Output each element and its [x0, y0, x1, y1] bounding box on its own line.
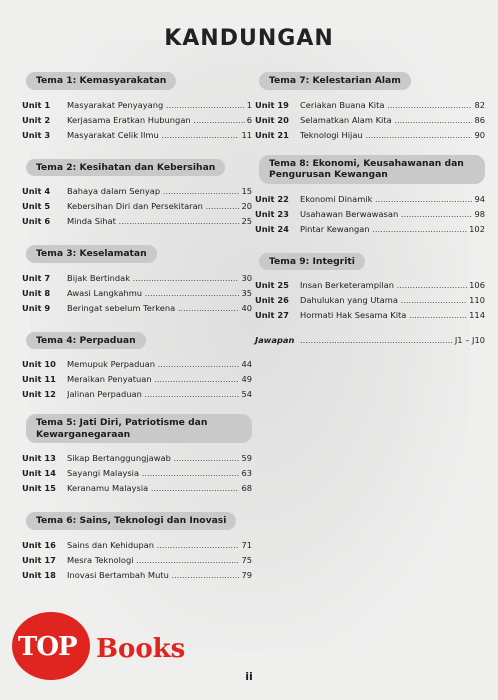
unit-title: Bijak Bertindak .....: [67, 271, 239, 286]
toc-row[interactable]: [22, 98, 252, 113]
unit-page: 1: [246, 99, 252, 110]
logo-books-text: Books: [96, 634, 186, 664]
unit-number: Unit 27: [255, 310, 289, 320]
unit-title: Memupuk Perpaduan .....: [67, 357, 239, 372]
tema-section: [255, 249, 485, 324]
unit-title: Selamatkan Alam Kita .....: [300, 113, 472, 128]
unit-number: Unit 8: [22, 287, 51, 298]
unit-title: Insan Berketerampilan .....: [300, 278, 467, 293]
unit-number: Unit 10: [22, 359, 56, 369]
toc-row[interactable]: [22, 466, 252, 481]
right-column: [255, 68, 485, 345]
unit-number: Unit 26: [255, 295, 289, 305]
unit-title: Meraikan Penyatuan .....: [67, 372, 239, 387]
unit-page: 90: [474, 129, 485, 140]
tema-section: [22, 68, 252, 143]
unit-page: 35: [241, 287, 252, 298]
tema-heading: Tema 5: Jati Diri, Patriotisme dan Kewarganegaraan: [26, 414, 252, 443]
toc-row[interactable]: [22, 184, 252, 199]
toc-row[interactable]: [255, 308, 485, 323]
unit-page: 44: [241, 359, 252, 369]
toc-row[interactable]: [22, 553, 252, 568]
unit-title: Beringat sebelum Terkena .....: [67, 301, 239, 316]
unit-page: 40: [241, 302, 252, 313]
toc-row[interactable]: [255, 113, 485, 128]
unit-title: Masyarakat Celik Ilmu .....: [67, 128, 239, 143]
toc-row[interactable]: [255, 207, 485, 222]
toc-row[interactable]: [22, 387, 252, 402]
unit-number: Unit 13: [22, 453, 56, 463]
unit-title: Inovasi Bertambah Mutu .....: [67, 568, 239, 583]
unit-title: Jalinan Perpaduan .....: [67, 387, 239, 402]
unit-page: 106: [469, 280, 485, 290]
left-column: [22, 68, 252, 595]
unit-title: Dahulukan yang Utama .....: [300, 293, 467, 308]
unit-page: 102: [469, 223, 485, 234]
toc-row[interactable]: [22, 199, 252, 214]
unit-title: Hormati Hak Sesama Kita .....: [300, 308, 467, 323]
unit-title: Sayangi Malaysia .....: [67, 466, 239, 481]
unit-page: 94: [474, 193, 485, 204]
unit-title: Minda Sihat .....: [67, 214, 239, 229]
toc-row[interactable]: [22, 113, 252, 128]
unit-number: Unit 1: [22, 99, 51, 110]
unit-page: 49: [241, 374, 252, 384]
unit-title: Kerjasama Eratkan Hubungan .....: [67, 113, 245, 128]
toc-row[interactable]: [22, 568, 252, 583]
tema-heading: Tema 1: Kemasyarakatan: [26, 72, 176, 90]
unit-page: 11: [241, 129, 252, 140]
unit-title: Ceriakan Buana Kita .....: [300, 98, 472, 113]
unit-number: Unit 12: [22, 389, 56, 399]
tema-section: [255, 155, 485, 237]
unit-title: Keranamu Malaysia .....: [67, 481, 239, 496]
unit-page: 79: [241, 569, 252, 580]
unit-title: Kebersihan Diri dan Persekitaran .....: [67, 199, 239, 214]
tema-section: [22, 414, 252, 496]
toc-row[interactable]: [22, 481, 252, 496]
jawapan-row[interactable]: [255, 335, 485, 345]
tema-heading: Tema 2: Kesihatan dan Kebersihan: [26, 159, 225, 177]
unit-number: Unit 20: [255, 114, 289, 125]
unit-number: Unit 25: [255, 280, 289, 290]
unit-title: Usahawan Berwawasan .....: [300, 207, 472, 222]
unit-page: 110: [469, 295, 485, 305]
toc-row[interactable]: [255, 293, 485, 308]
unit-page: 71: [241, 539, 252, 550]
toc-row[interactable]: [22, 286, 252, 301]
page-number: ii: [245, 670, 253, 683]
toc-row[interactable]: [255, 98, 485, 113]
toc-row[interactable]: [22, 128, 252, 143]
unit-page: 20: [241, 201, 252, 211]
toc-row[interactable]: [22, 538, 252, 553]
unit-page: 25: [241, 216, 252, 226]
tema-section: [22, 155, 252, 230]
toc-row[interactable]: [22, 451, 252, 466]
unit-page: 75: [241, 554, 252, 565]
unit-number: Unit 17: [22, 554, 56, 565]
tema-heading: Tema 3: Keselamatan: [26, 245, 157, 263]
unit-number: Unit 6: [22, 216, 51, 226]
unit-number: Unit 16: [22, 539, 56, 550]
unit-title: Masyarakat Penyayang .....: [67, 98, 245, 113]
unit-number: Unit 18: [22, 569, 56, 580]
unit-page: 86: [474, 114, 485, 125]
unit-page: 59: [241, 453, 252, 463]
unit-page: 68: [241, 483, 252, 493]
toc-row[interactable]: [22, 301, 252, 316]
unit-title: Bahaya dalam Senyap .....: [67, 184, 239, 199]
unit-page: 15: [241, 186, 252, 196]
toc-row[interactable]: [255, 278, 485, 293]
unit-number: Unit 11: [22, 374, 56, 384]
unit-number: Unit 15: [22, 483, 56, 493]
tema-heading: Tema 7: Kelestarian Alam: [259, 72, 411, 90]
toc-row[interactable]: [22, 214, 252, 229]
unit-number: Unit 23: [255, 208, 289, 219]
tema-heading: Tema 8: Ekonomi, Keusahawanan dan Pengurusan Kewangan: [259, 155, 485, 184]
unit-title: Sains dan Kehidupan .....: [67, 538, 239, 553]
toc-row[interactable]: [22, 271, 252, 286]
toc-row[interactable]: [255, 192, 485, 207]
tema-heading: Tema 4: Perpaduan: [26, 332, 146, 350]
unit-number: Unit 3: [22, 129, 51, 140]
jawapan-pages: J1 – J10: [454, 335, 485, 345]
jawapan-dots: [300, 335, 453, 345]
unit-page: 54: [241, 389, 252, 399]
unit-page: 82: [474, 99, 485, 110]
unit-number: Unit 19: [255, 99, 289, 110]
unit-number: Unit 4: [22, 186, 51, 196]
logo-top-text: TOP: [18, 632, 77, 662]
tema-heading: Tema 6: Sains, Teknologi dan Inovasi: [26, 512, 236, 530]
toc-row[interactable]: [255, 222, 485, 237]
unit-page: 6: [246, 114, 252, 125]
tema-section: [22, 508, 252, 583]
unit-title: Sikap Bertanggungjawab .....: [67, 451, 239, 466]
tema-section: [22, 241, 252, 316]
unit-title: Teknologi Hijau .....: [300, 128, 472, 143]
unit-number: Unit 24: [255, 223, 289, 234]
unit-number: Unit 2: [22, 114, 51, 125]
unit-number: Unit 21: [255, 129, 289, 140]
tema-section: [22, 328, 252, 403]
toc-row[interactable]: [22, 357, 252, 372]
toc-row[interactable]: [22, 372, 252, 387]
unit-number: Unit 22: [255, 193, 289, 204]
unit-title: Pintar Kewangan .....: [300, 222, 467, 237]
unit-number: Unit 7: [22, 272, 51, 283]
unit-page: 30: [241, 272, 252, 283]
unit-title: Mesra Teknologi .....: [67, 553, 239, 568]
unit-page: 114: [469, 310, 485, 320]
tema-heading: Tema 9: Integriti: [259, 253, 365, 271]
page-title: KANDUNGAN: [164, 26, 334, 51]
unit-page: 98: [474, 208, 485, 219]
unit-number: Unit 5: [22, 201, 51, 211]
toc-row[interactable]: [255, 128, 485, 143]
unit-title: Awasi Langkahmu .....: [67, 286, 239, 301]
unit-number: Unit 14: [22, 468, 56, 478]
jawapan-label: Jawapan: [255, 335, 295, 345]
unit-title: Ekonomi Dinamik .....: [300, 192, 472, 207]
unit-number: Unit 9: [22, 302, 51, 313]
unit-page: 63: [241, 468, 252, 478]
tema-section: [255, 68, 485, 143]
